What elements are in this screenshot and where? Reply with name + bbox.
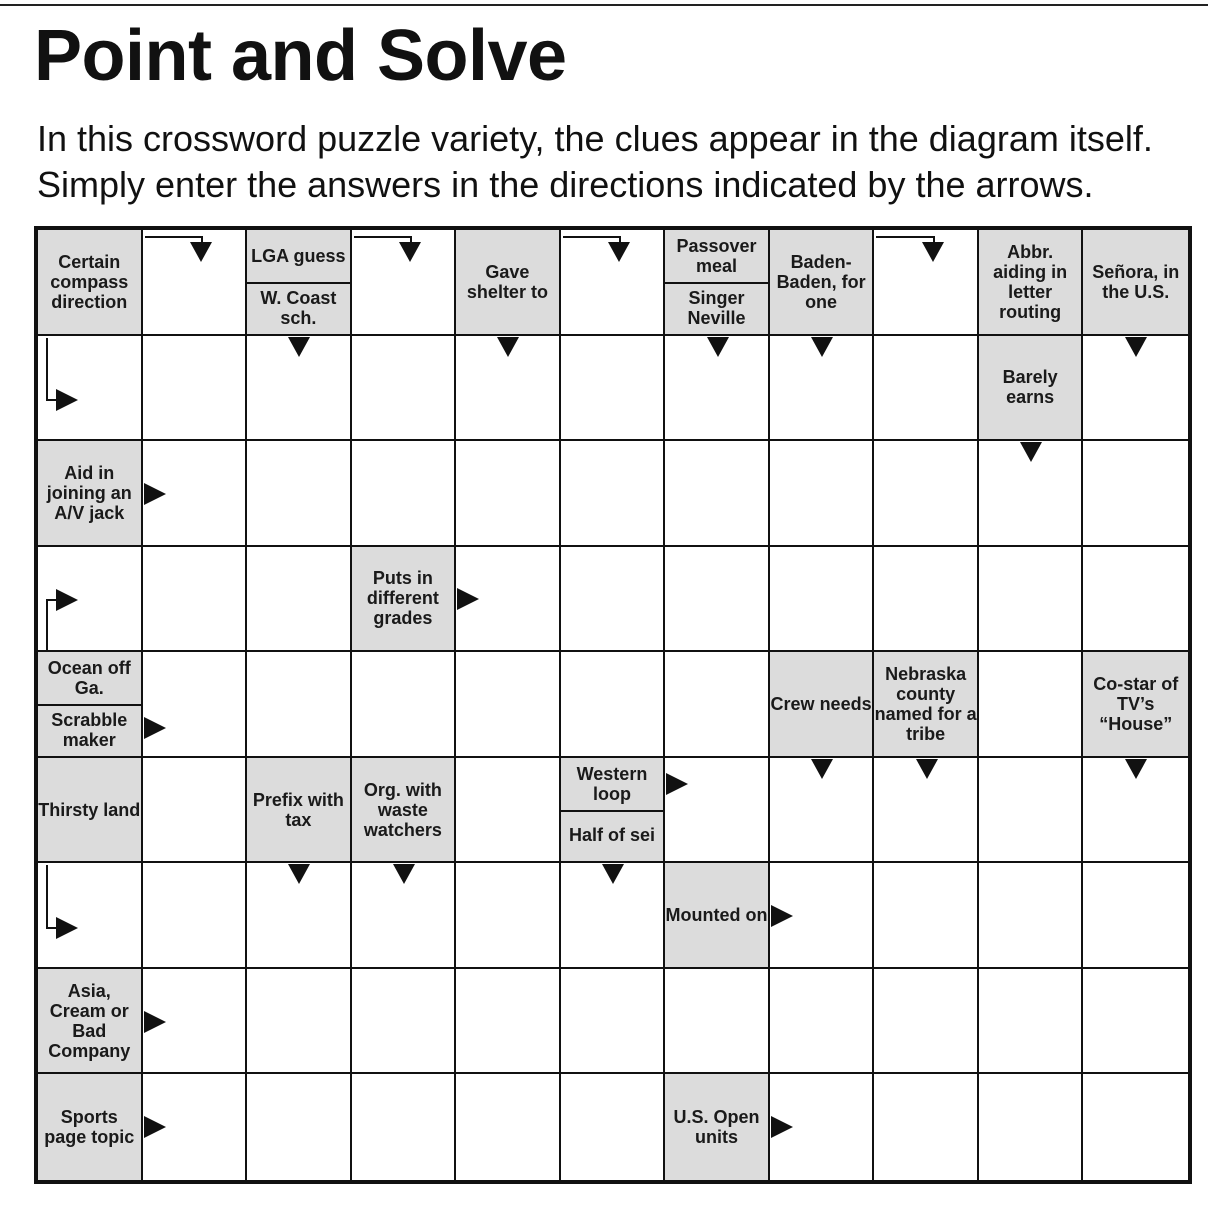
clue-cell (38, 652, 143, 758)
answer-cell[interactable] (143, 652, 248, 758)
answer-cell[interactable] (665, 652, 770, 758)
arrow-down-icon (811, 337, 833, 357)
answer-cell[interactable] (247, 1074, 352, 1180)
answer-cell[interactable] (665, 969, 770, 1075)
clue-cell (1083, 230, 1188, 336)
arrow-stem (46, 865, 48, 928)
answer-cell[interactable] (1083, 547, 1188, 653)
clue-text: Mounted on (665, 905, 768, 926)
answer-cell[interactable] (874, 1074, 979, 1180)
arrow-stem (46, 338, 48, 401)
clue-text: Baden-Baden, for one (776, 251, 866, 312)
answer-cell[interactable] (38, 863, 143, 969)
arrow-down-icon (608, 242, 630, 262)
crossword-board (38, 230, 1188, 1180)
instructions-line-1: In this crossword puzzle variety, the clues appear in the diagram itself. (37, 118, 1153, 159)
arrow-right-icon (56, 589, 78, 611)
answer-cell[interactable] (456, 758, 561, 864)
crossword-grid (34, 226, 1192, 1184)
arrow-right-icon (144, 1116, 166, 1138)
answer-cell[interactable] (456, 652, 561, 758)
arrow-stem (354, 236, 412, 238)
arrow-right-icon (56, 389, 78, 411)
answer-cell[interactable] (979, 863, 1084, 969)
answer-cell[interactable] (247, 969, 352, 1075)
answer-cell[interactable] (979, 969, 1084, 1075)
arrow-down-icon (1125, 759, 1147, 779)
clue-text: Sports page topic (44, 1107, 135, 1148)
answer-cell[interactable] (665, 547, 770, 653)
answer-cell[interactable] (143, 758, 248, 864)
clue-cell (665, 863, 770, 969)
answer-cell[interactable] (1083, 441, 1188, 547)
arrow-down-icon (1125, 337, 1147, 357)
arrow-right-icon (144, 1011, 166, 1033)
answer-cell[interactable] (1083, 1074, 1188, 1180)
instructions-line-2: Simply enter the answers in the directions indicated by the arrows. (37, 164, 1094, 205)
clue-text: Certain compass direction (50, 251, 129, 312)
answer-cell[interactable] (247, 441, 352, 547)
instructions (37, 116, 1207, 208)
clue-text: Prefix with tax (252, 789, 344, 830)
arrow-right-icon (771, 1116, 793, 1138)
answer-cell[interactable] (352, 969, 457, 1075)
answer-cell[interactable] (456, 441, 561, 547)
clue-text-bottom: W. Coast sch. (260, 287, 337, 328)
answer-cell[interactable] (143, 336, 248, 442)
clue-text: U.S. Open units (673, 1107, 760, 1148)
arrow-down-icon (399, 242, 421, 262)
arrow-down-icon (602, 864, 624, 884)
answer-cell[interactable] (456, 863, 561, 969)
answer-cell[interactable] (874, 969, 979, 1075)
clue-cell (979, 230, 1084, 336)
clue-text: Asia, Cream or Bad Company (48, 980, 131, 1061)
clue-cell (456, 230, 561, 336)
answer-cell[interactable] (561, 652, 666, 758)
answer-cell[interactable] (352, 652, 457, 758)
answer-cell[interactable] (352, 336, 457, 442)
clue-text: Co-star of TV’s “House” (1093, 673, 1179, 734)
arrow-down-icon (288, 864, 310, 884)
arrow-right-icon (56, 917, 78, 939)
arrow-down-icon (922, 242, 944, 262)
clue-cell (770, 652, 875, 758)
answer-cell[interactable] (143, 863, 248, 969)
clue-cell (247, 230, 352, 336)
top-rule (0, 4, 1208, 6)
clue-text-top: Passover meal (676, 235, 757, 276)
clue-text-bottom: Scrabble maker (51, 709, 128, 750)
arrow-stem (876, 236, 934, 238)
arrow-stem (563, 236, 621, 238)
page-title: Point and Solve (34, 16, 567, 96)
answer-cell[interactable] (665, 441, 770, 547)
answer-cell[interactable] (979, 652, 1084, 758)
answer-cell[interactable] (874, 441, 979, 547)
clue-cell (979, 336, 1084, 442)
arrow-right-icon (457, 588, 479, 610)
clue-text: Señora, in the U.S. (1092, 261, 1180, 302)
answer-cell[interactable] (247, 547, 352, 653)
answer-cell[interactable] (979, 547, 1084, 653)
clue-cell (352, 547, 457, 653)
arrow-down-icon (393, 864, 415, 884)
arrow-stem (46, 599, 48, 650)
clue-cell (38, 1074, 143, 1180)
clue-text-top: Ocean off Ga. (47, 658, 131, 699)
answer-cell[interactable] (1083, 969, 1188, 1075)
answer-cell[interactable] (874, 547, 979, 653)
arrow-right-icon (144, 483, 166, 505)
clue-text-bottom: Half of sei (568, 825, 655, 846)
clue-text: Abbr. aiding in letter routing (993, 241, 1068, 322)
answer-cell[interactable] (770, 547, 875, 653)
clue-text-top: Western loop (576, 763, 648, 804)
answer-cell[interactable] (561, 441, 666, 547)
clue-text: Gave shelter to (466, 261, 548, 302)
answer-cell[interactable] (456, 969, 561, 1075)
clue-text: Crew needs (770, 693, 872, 714)
arrow-right-icon (666, 773, 688, 795)
clue-cell (1083, 652, 1188, 758)
clue-text: Org. with waste watchers (363, 779, 442, 840)
answer-cell[interactable] (561, 969, 666, 1075)
answer-cell[interactable] (770, 441, 875, 547)
clue-cell (38, 441, 143, 547)
arrow-stem (145, 236, 203, 238)
arrow-down-icon (1020, 442, 1042, 462)
answer-cell[interactable] (561, 336, 666, 442)
answer-cell[interactable] (770, 969, 875, 1075)
answer-cell[interactable] (1083, 863, 1188, 969)
arrow-down-icon (707, 337, 729, 357)
answer-cell[interactable] (352, 441, 457, 547)
clue-cell (38, 969, 143, 1075)
clue-text: Puts in different grades (366, 568, 439, 629)
arrow-right-icon (771, 905, 793, 927)
answer-cell[interactable] (352, 1074, 457, 1180)
answer-cell[interactable] (874, 863, 979, 969)
clue-cell (874, 652, 979, 758)
answer-cell[interactable] (979, 1074, 1084, 1180)
clue-text-bottom: Singer Neville (687, 287, 746, 328)
clue-text: Aid in joining an A/V jack (46, 462, 132, 523)
arrow-right-icon (144, 717, 166, 739)
answer-cell[interactable] (561, 1074, 666, 1180)
answer-cell[interactable] (874, 336, 979, 442)
clue-cell (38, 758, 143, 864)
arrow-down-icon (916, 759, 938, 779)
clue-cell (352, 758, 457, 864)
clue-cell (247, 758, 352, 864)
clue-text: Nebraska county named for a tribe (874, 663, 977, 744)
answer-cell[interactable] (561, 547, 666, 653)
answer-cell[interactable] (979, 758, 1084, 864)
clue-cell (665, 1074, 770, 1180)
clue-cell (770, 230, 875, 336)
answer-cell[interactable] (247, 652, 352, 758)
clue-cell (561, 758, 666, 864)
answer-cell[interactable] (38, 336, 143, 442)
clue-cell (38, 230, 143, 336)
clue-text: Barely earns (1002, 367, 1058, 408)
clue-cell (665, 230, 770, 336)
arrow-down-icon (497, 337, 519, 357)
answer-cell[interactable] (143, 547, 248, 653)
arrow-down-icon (190, 242, 212, 262)
arrow-down-icon (288, 337, 310, 357)
clue-text-top: LGA guess (251, 245, 346, 266)
clue-text: Thirsty land (38, 799, 141, 820)
arrow-down-icon (811, 759, 833, 779)
answer-cell[interactable] (456, 1074, 561, 1180)
